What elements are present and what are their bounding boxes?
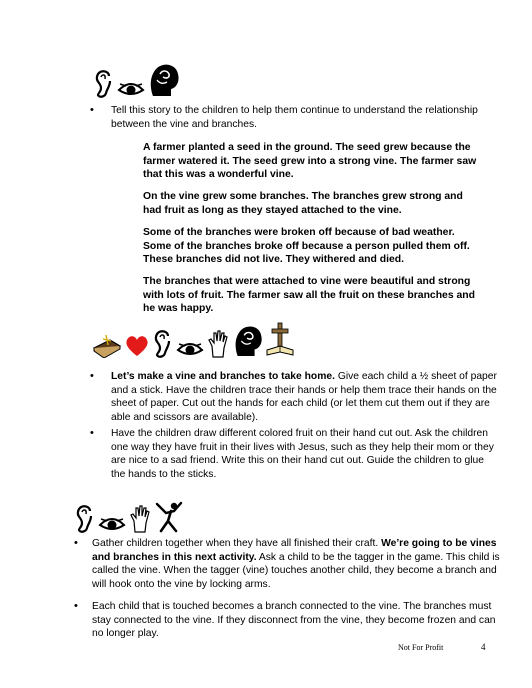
thinking-head-icon [232,324,264,358]
stretching-figure-icon [154,501,184,533]
bullet-dot: • [90,370,94,382]
page-number: 4 [481,642,486,652]
story-paragraph: A farmer planted a seed in the ground. The seed grew because the farmer watered it. The seed grew into a strong vine. The farmer saw that this was a wonderful vine. [143,142,477,181]
hand-icon [206,328,230,358]
story-paragraph: Some of the branches were broken off because of bad weather. Some of the branches broke off because a person pulled them off. These branches did not live. They withered and died. [143,226,470,266]
branch-rules-text: Each child that is touched becomes a branch connected to the vine. The branches must stay connected to the vine. If they disconnect from the vine, they become frozen and can no longer play. [92,601,496,640]
ear-icon [93,68,115,98]
game-intro: Gather children together when they have all finished their craft. [92,538,382,549]
ear-icon [74,503,96,533]
icon-row-2 [92,322,294,358]
icon-row-1 [93,62,181,98]
thinking-head-icon [147,62,181,98]
craft-instructions: Give each child a ½ sheet of paper and a stick. Have the children trace their hands or help them trace their hands on the sheet of paper. Cut out the hands for each child (or let them cut them out if they are able and scissors are available). [111,371,497,423]
bullet-text: Tell this story to the children to help them continue to understand the relationship between the vine and branches. [111,105,478,130]
heart-icon [124,334,150,358]
craft-heading: Let’s make a vine and branches to take home. [111,371,335,382]
footer-text: Not For Profit [398,643,444,652]
fruit-instructions: Have the children draw different colored fruit on their hand cut out. Ask the children one way they have fruit in their lives with Jesus, such as they help their mom or they are nice to a sad friend. Write this on their hand cut out. Guide the children to glue the hands to the sticks. [111,428,494,480]
game-heading: We’re going to be vines and branches in this next activity. [92,538,497,563]
story-block [143,141,483,325]
game-instructions: Ask a child to be the tagger in the game. This child is called the vine. When the tagger (vine) touches another child, they become a branch and will hook onto the vine by locking arms. [92,551,500,590]
icon-row-3 [74,501,184,533]
eye-icon [117,80,145,98]
story-paragraph: On the vine grew some branches. The branches grew strong and had fruit as long as they stayed attached to the vine. [143,191,463,216]
bullet-dot: • [90,104,94,116]
bullet-dot: • [74,600,78,612]
ear-icon [152,328,174,358]
bullet-dot: • [90,427,94,439]
story-paragraph: The branches that were attached to vine were beautiful and strong with lots of fruit. The farmer saw all the fruit on these branches and he was happy. [143,276,475,315]
bible-icon [92,332,122,358]
hand-icon [128,503,152,533]
eye-icon [98,515,126,533]
bullet-dot: • [74,537,78,549]
eye-icon [176,340,204,358]
cross-bible-icon [266,322,294,358]
